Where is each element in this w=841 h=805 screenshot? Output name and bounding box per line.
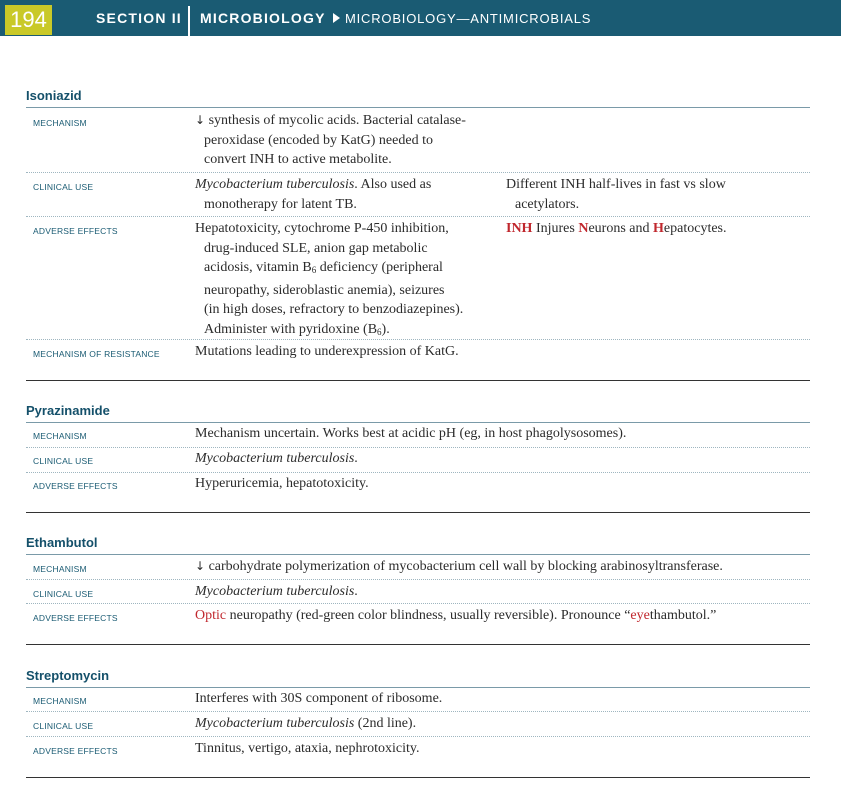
row-label-adverse-effects: ADVERSE EFFECTS xyxy=(33,226,118,236)
row-label-clinical-use: CLINICAL USE xyxy=(33,182,94,192)
row-divider xyxy=(26,472,810,473)
row-label-clinical-use: CLINICAL USE xyxy=(33,589,94,599)
title-rule xyxy=(26,554,810,555)
isoniazid-clinical-note: Different INH half-lives in fast vs slow acetylators. xyxy=(506,177,726,212)
pyrazinamide-adverse-effects-text: Hyperuricemia, hepatotoxicity. xyxy=(195,476,369,491)
title-rule xyxy=(26,107,810,108)
row-label-resistance: MECHANISM OF RESISTANCE xyxy=(33,349,160,359)
drug-title-ethambutol: Ethambutol xyxy=(26,535,98,550)
row-label-clinical-use: CLINICAL USE xyxy=(33,456,94,466)
ethambutol-adverse-effects-text: Optic neuropathy (red-green color blindness, usually reversible). Pronounce “eyethambutol.” xyxy=(195,608,717,623)
section-end-rule xyxy=(26,512,810,513)
ethambutol-clinical-use-text: Mycobacterium tuberculosis. xyxy=(195,584,358,599)
drug-title-isoniazid: Isoniazid xyxy=(26,88,82,103)
section-end-rule xyxy=(26,380,810,381)
title-rule xyxy=(26,422,810,423)
row-divider xyxy=(26,339,810,340)
row-label-mechanism: MECHANISM xyxy=(33,118,87,128)
row-label-mechanism: MECHANISM xyxy=(33,431,87,441)
section-end-rule xyxy=(26,644,810,645)
page-header xyxy=(0,0,841,36)
streptomycin-clinical-use-text: Mycobacterium tuberculosis (2nd line). xyxy=(195,716,417,731)
drug-title-streptomycin: Streptomycin xyxy=(26,668,110,683)
subject-label: MICROBIOLOGY xyxy=(200,10,326,26)
row-label-adverse-effects: ADVERSE EFFECTS xyxy=(33,481,118,491)
title-rule xyxy=(26,687,810,688)
header-divider xyxy=(188,6,190,36)
triangle-right-icon xyxy=(333,13,340,23)
row-label-adverse-effects: ADVERSE EFFECTS xyxy=(33,613,118,623)
section-end-rule xyxy=(26,777,810,778)
isoniazid-mnemonic: INH Injures Neurons and Hepatocytes. xyxy=(506,221,727,236)
row-divider xyxy=(26,216,810,217)
row-divider xyxy=(26,172,810,173)
row-label-mechanism: MECHANISM xyxy=(33,696,87,706)
drug-title-pyrazinamide: Pyrazinamide xyxy=(26,403,110,418)
row-divider xyxy=(26,711,810,712)
row-label-mechanism: MECHANISM xyxy=(33,564,87,574)
row-divider xyxy=(26,447,810,448)
isoniazid-mechanism-text: ↓ synthesis of mycolic acids. Bacterial catalase- peroxidase (encoded by KatG) needed to convert INH to active metabolite. xyxy=(195,113,466,167)
down-arrow-icon: ↓ xyxy=(195,559,206,573)
isoniazid-adverse-effects-text: Hepatotoxicity, cytochrome P-450 inhibition, drug-induced SLE, anion gap metabolic acidosis, vitamin $B_6$ deficiency (peripheral neuropathy, sideroblastic anemia), seizures (in high doses, refractory to benzodiazepines). Administer with pyridoxine $(B_6)$. xyxy=(195,221,464,337)
row-divider xyxy=(26,579,810,580)
isoniazid-resistance-text: Mutations leading to underexpression of KatG. xyxy=(195,344,459,359)
down-arrow-icon: ↓ xyxy=(195,113,206,127)
ethambutol-mechanism-text: ↓ carbohydrate polymerization of mycobacterium cell wall by blocking arabinosyltransferase. xyxy=(195,559,723,574)
pyrazinamide-mechanism-text: Mechanism uncertain. Works best at acidic pH (eg, in host phagolysosomes). xyxy=(195,426,627,441)
row-divider xyxy=(26,603,810,604)
row-divider xyxy=(26,736,810,737)
streptomycin-mechanism-text: Interferes with 30S component of ribosome. xyxy=(195,691,443,706)
page-number: 194 xyxy=(5,5,52,35)
subsection-label: MICROBIOLOGY—ANTIMICROBIALS xyxy=(345,11,592,26)
row-label-clinical-use: CLINICAL USE xyxy=(33,721,94,731)
row-label-adverse-effects: ADVERSE EFFECTS xyxy=(33,746,118,756)
streptomycin-adverse-effects-text: Tinnitus, vertigo, ataxia, nephrotoxicity. xyxy=(195,741,420,756)
isoniazid-clinical-use-text: Mycobacterium tuberculosis. Also used as monotherapy for latent TB. xyxy=(195,177,432,212)
pyrazinamide-clinical-use-text: Mycobacterium tuberculosis. xyxy=(195,451,358,466)
section-label: SECTION II xyxy=(96,10,182,26)
